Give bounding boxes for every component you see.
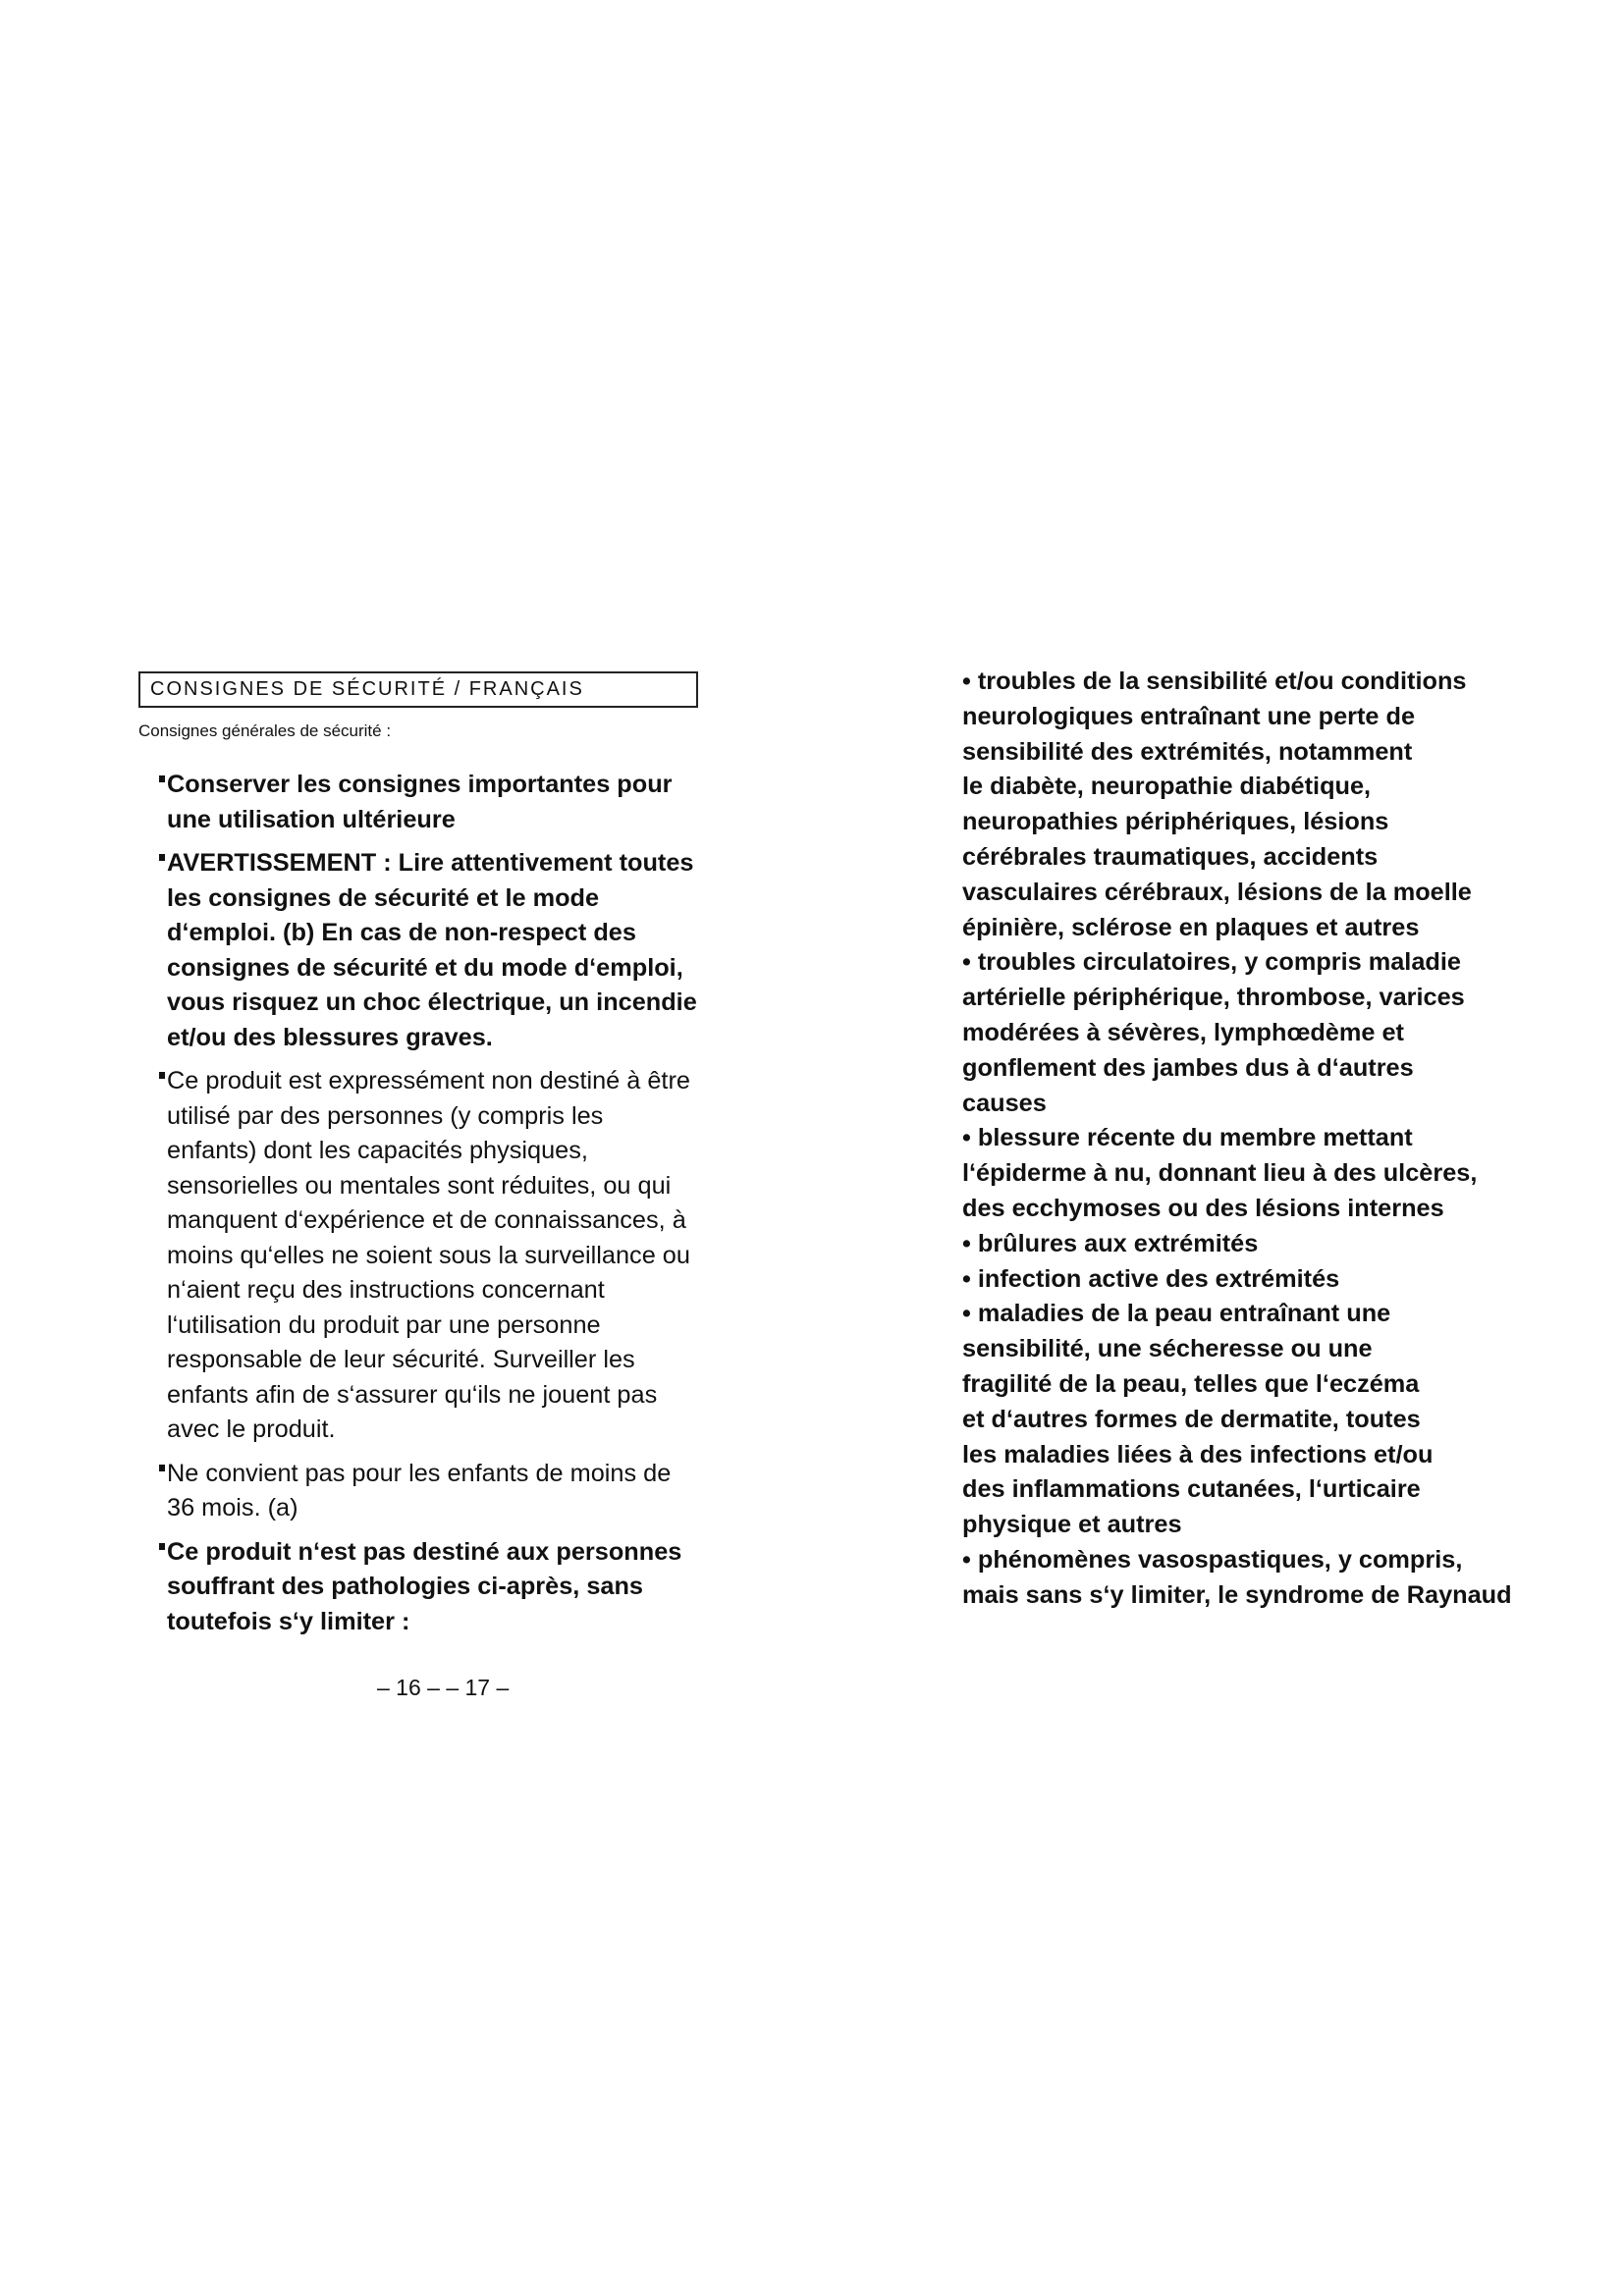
list-item [138, 1064, 698, 1448]
text-line: les maladies liées à des infections et/ou [962, 1440, 1434, 1468]
list-item [138, 846, 698, 1055]
text-line: sensibilité, une sécheresse ou une [962, 1335, 1373, 1363]
square-bullet-icon [159, 854, 165, 861]
text-line: l‘épiderme à nu, donnant lieu à des ulcères, [962, 1159, 1478, 1188]
text-line: • maladies de la peau entraînant une [962, 1300, 1391, 1328]
square-bullet-icon [159, 1543, 165, 1550]
text-line: • troubles circulatoires, y compris maladie [962, 948, 1461, 977]
text-line: physique et autres [962, 1511, 1182, 1539]
text-line: fragilité de la peau, telles que l‘eczéma [962, 1369, 1420, 1398]
text-line: • phénomènes vasospastiques, y compris, [962, 1545, 1463, 1574]
right-column [962, 665, 1512, 1614]
text-line: le diabète, neuropathie diabétique, [962, 773, 1372, 801]
text-line: • brûlures aux extrémités [962, 1229, 1259, 1257]
list-item [138, 1457, 698, 1526]
page-numbers: – 16 – – 17 – [377, 1675, 510, 1700]
text-line: des ecchymoses ou des lésions internes [962, 1194, 1444, 1222]
left-column [138, 671, 698, 1648]
text-line: gonflement des jambes dus à d‘autres [962, 1053, 1414, 1082]
text-line: artérielle périphérique, thrombose, varices [962, 984, 1465, 1012]
text-line: causes [962, 1089, 1047, 1117]
text-line: sensibilité des extrémités, notamment [962, 737, 1413, 766]
list-item [138, 768, 698, 837]
text-line: cérébrales traumatiques, accidents [962, 842, 1379, 871]
text-line: • infection active des extrémités [962, 1264, 1340, 1293]
text-line: mais sans s‘y limiter, le syndrome de Raynaud [962, 1580, 1512, 1609]
list-item-text: Ce produit n‘est pas destiné aux personnes souffrant des pathologies ci-après, sans toutefois s‘y limiter : [167, 1537, 682, 1635]
text-line: neuropathies périphériques, lésions [962, 808, 1389, 836]
text-line: et d‘autres formes de dermatite, toutes [962, 1405, 1421, 1433]
list-item-text: Ne convient pas pour les enfants de moins de 36 mois. (a) [167, 1459, 672, 1522]
square-bullet-icon [159, 1465, 165, 1471]
text-line: des inflammations cutanées, l‘urticaire [962, 1475, 1421, 1504]
text-line: épinière, sclérose en plaques et autres [962, 913, 1420, 941]
list-item [138, 1535, 698, 1640]
list-item-text: AVERTISSEMENT : Lire attentivement toutes les consignes de sécurité et le mode d‘emploi. (b) En cas de non-respect des consignes de sécurité et du mode d‘emploi, vous risquez un choc électrique, un incendie et/ou des blessures graves. [167, 849, 697, 1051]
square-bullet-icon [159, 1072, 165, 1079]
list-item-text: Ce produit est expressément non destiné à être utilisé par des personnes (y compris les enfants) dont les capacités physiques, sensorielles ou mentales sont réduites, ou qui manquent d‘expérience et de connaissances, à moins qu‘elles ne soient sous la surveillance ou n‘aient reçu des instructions concernant l‘utilisation du produit par une personne responsable de leur sécurité. Surveiller les enfants afin de s‘assurer qu‘ils ne jouent pas avec le produit. [167, 1067, 690, 1443]
text-line: neurologiques entraînant une perte de [962, 702, 1416, 730]
text-line: modérées à sévères, lymphœdème et [962, 1018, 1404, 1046]
section-header: CONSIGNES DE SÉCURITÉ / FRANÇAIS [138, 671, 698, 708]
list-item-text: Conserver les consignes importantes pour une utilisation ultérieure [167, 771, 673, 833]
text-line: • blessure récente du membre mettant [962, 1124, 1413, 1152]
text-line: • troubles de la sensibilité et/ou conditions [962, 667, 1467, 695]
text-line: vasculaires cérébraux, lésions de la moelle [962, 878, 1472, 906]
safety-instructions-list [138, 768, 698, 1639]
section-subtitle: Consignes générales de sécurité : [138, 721, 392, 740]
square-bullet-icon [159, 775, 165, 782]
